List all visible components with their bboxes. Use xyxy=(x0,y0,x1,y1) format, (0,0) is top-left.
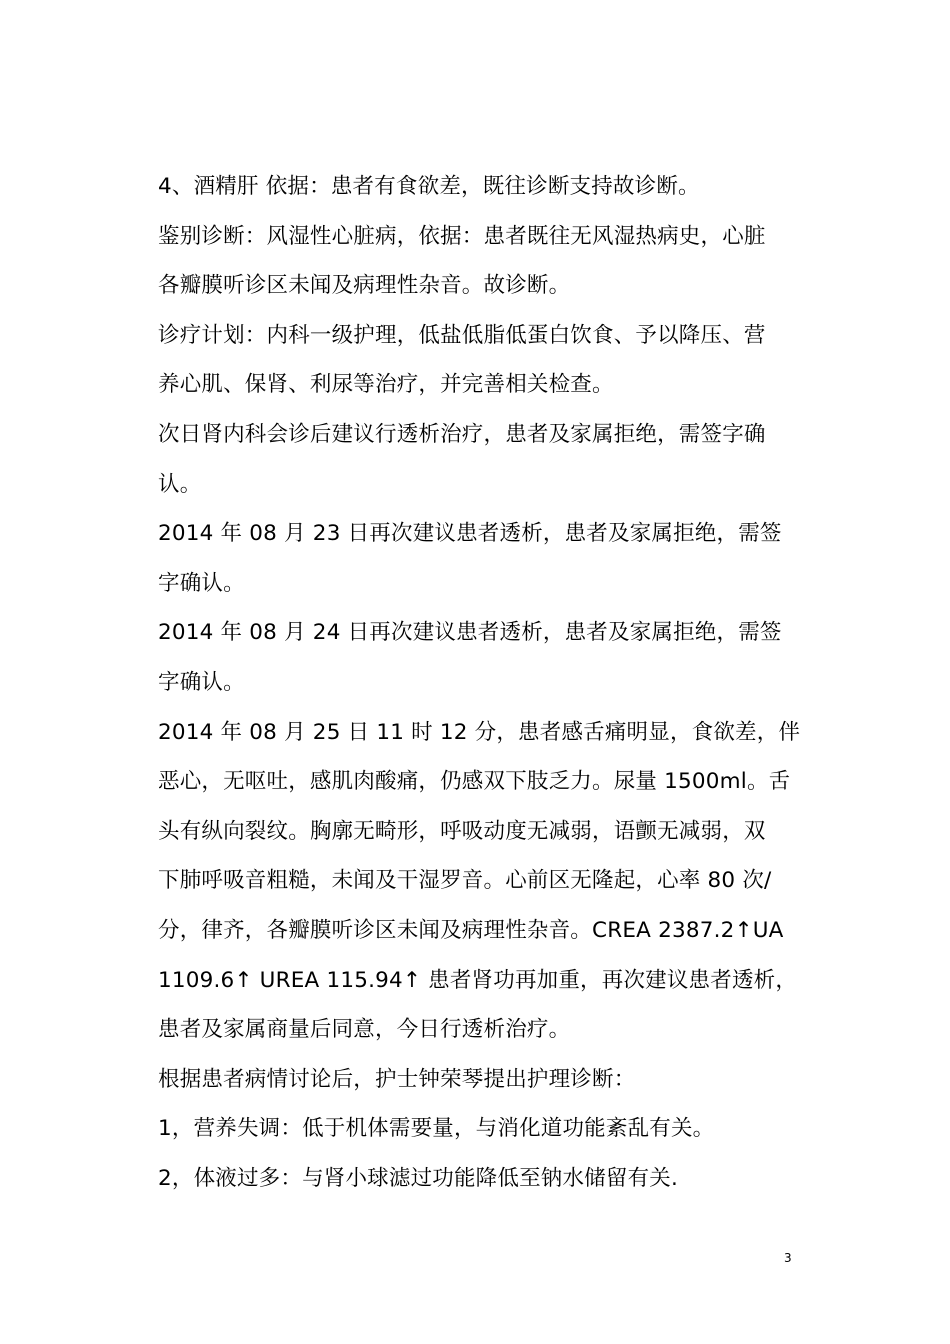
text-line: 字确认。 xyxy=(158,570,245,596)
text-line: 根据患者病情讨论后，护士钟荣琴提出护理诊断： xyxy=(158,1066,636,1092)
text-line: 恶心，无呕吐，感肌肉酸痛，仍感双下肢乏力。尿量 1500ml。舌 xyxy=(158,769,791,795)
text-line: 患者及家属商量后同意，今日行透析治疗。 xyxy=(158,1017,571,1043)
text-line: 鉴别诊断：风湿性心脏病，依据：患者既往无风湿热病史，心脏 xyxy=(158,223,766,249)
text-line: 1，营养失调：低于机体需要量，与消化道功能紊乱有关。 xyxy=(158,1116,715,1142)
text-line: 2014 年 08 月 24 日再次建议患者透析，患者及家属拒绝，需签 xyxy=(158,620,782,646)
page-number: 3 xyxy=(784,1251,792,1265)
text-line: 养心肌、保肾、利尿等治疗，并完善相关检查。 xyxy=(158,372,614,398)
text-line: 下肺呼吸音粗糙，未闻及干湿罗音。心前区无隆起，心率 80 次/ xyxy=(158,868,772,894)
text-line: 1109.6↑ UREA 115.94↑ 患者肾功再加重，再次建议患者透析， xyxy=(158,967,798,993)
text-line: 4、酒精肝 依据：患者有食欲差，既往诊断支持故诊断。 xyxy=(158,174,700,199)
text-line: 各瓣膜听诊区未闻及病理性杂音。故诊断。 xyxy=(158,273,571,299)
text-line: 次日肾内科会诊后建议行透析治疗，患者及家属拒绝，需签字确 xyxy=(158,421,766,447)
text-line: 2014 年 08 月 23 日再次建议患者透析，患者及家属拒绝，需签 xyxy=(158,521,782,547)
text-line: 分，律齐，各瓣膜听诊区未闻及病理性杂音。CREA 2387.2↑UA xyxy=(158,917,784,943)
text-line: 字确认。 xyxy=(158,669,245,695)
text-line: 头有纵向裂纹。胸廓无畸形，呼吸动度无减弱，语颤无减弱，双 xyxy=(158,818,766,844)
text-line: 诊疗计划：内科一级护理，低盐低脂低蛋白饮食、予以降压、营 xyxy=(158,322,766,348)
text-line: 2014 年 08 月 25 日 11 时 12 分，患者感舌痛明显，食欲差，伴 xyxy=(158,719,801,745)
text-line: 2，体液过多：与肾小球滤过功能降低至钠水储留有关. xyxy=(158,1165,679,1191)
document-body xyxy=(158,162,801,1203)
text-line: 认。 xyxy=(158,471,202,497)
